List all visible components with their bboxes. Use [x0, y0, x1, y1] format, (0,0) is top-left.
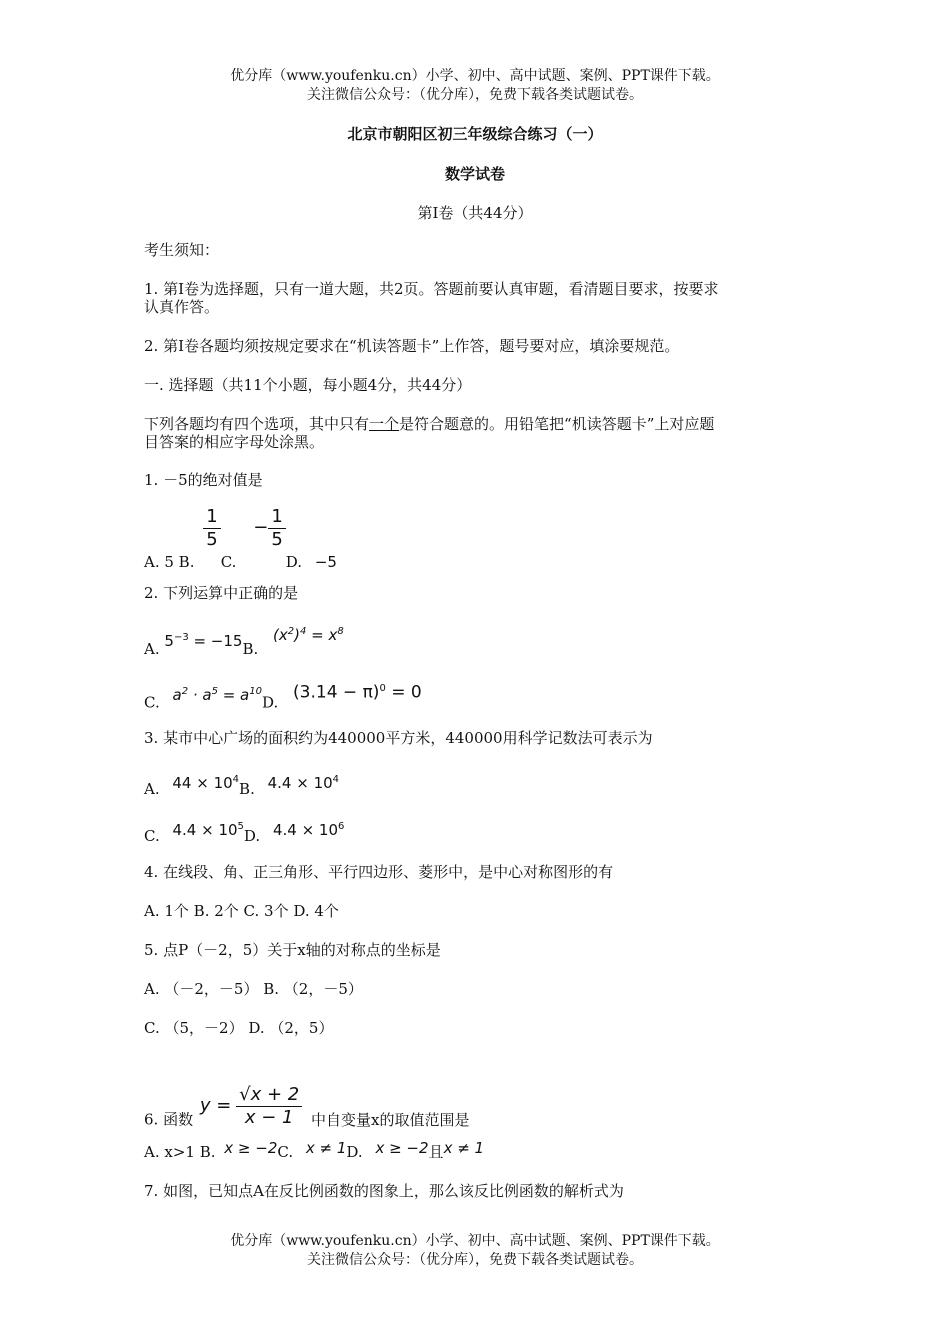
section-instructions: 下列各题均有四个选项，其中只有一个是符合题意的。用铅笔把“机读答题卡”上对应题: [144, 415, 715, 433]
q4-stem: 4. 在线段、角、正三角形、平行四边形、菱形中，是中心对称图形的有: [144, 863, 614, 881]
q1-stem: 1. －5的绝对值是: [144, 471, 263, 489]
footer-line-2: 关注微信公众号：（优分库），免费下载各类试题试卷。: [307, 1252, 643, 1268]
part-title: 第Ⅰ卷（共44分）: [417, 204, 533, 222]
q6-stem: 6. 函数 y = $\frac{√x + 2}{x - 1}$ 中自变量x的取值范围是: [144, 1084, 470, 1129]
section-heading: 一. 选择题（共11个小题，每小题4分，共44分）: [144, 376, 472, 394]
notice-item-1: 1. 第Ⅰ卷为选择题，只有一道大题，共2页。答题前要认真审题，看清题目要求，按要求: [144, 280, 719, 298]
q5-options-cd: C. （5，－2） D. （2，5）: [144, 1019, 334, 1037]
header-line-1: 优分库（www.youfenku.cn）小学、初中、高中试题、案例、PPT课件下载。: [230, 68, 720, 84]
section-instructions-cont: 目答案的相应字母处涂黑。: [144, 433, 325, 451]
q3-stem: 3. 某市中心广场的面积约为440000平方米，440000用科学记数法可表示为: [144, 729, 653, 747]
q2-options-ab: A. $5^{-3} = -15B$. $(x^2)^4 = x^8$: [144, 626, 344, 658]
notice-item-2: 2. 第Ⅰ卷各题均须按规定要求在“机读答题卡”上作答，题号要对应，填涂要规范。: [144, 337, 680, 355]
q6-fraction: $\frac{√x + 2}{x - 1}$: [236, 1084, 302, 1129]
q1-fraction-b: $\frac{1}{5}$: [203, 506, 220, 551]
doc-title: 北京市朝阳区初三年级综合练习（一）: [347, 125, 603, 143]
q2-options-cd: C. $a^2 \cdot a^5 = a^{10}D$. $(3.14 - \pi)^0 = 0$: [144, 682, 422, 712]
q4-options: A. 1个 B. 2个 C. 3个 D. 4个: [144, 902, 339, 920]
footer-line-1: 优分库（www.youfenku.cn）小学、初中、高中试题、案例、PPT课件下载。: [230, 1233, 720, 1249]
notice-item-1-cont: 认真作答。: [144, 298, 220, 316]
q1-fraction-c: $\frac{1}{5}$: [268, 506, 285, 551]
q5-stem: 5. 点P（－2，5）关于x轴的对称点的坐标是: [144, 941, 441, 959]
q1-options: A. 5 B. $\frac{1}{5}$ C. − $\frac{1}{5}$ D. −5: [144, 506, 337, 571]
doc-subtitle: 数学试卷: [444, 165, 505, 183]
q2-stem: 2. 下列运算中正确的是: [144, 584, 299, 602]
header-line-2: 关注微信公众号：（优分库），免费下载各类试题试卷。: [307, 87, 643, 103]
q3-options-cd: C. $4.4 \times 10^5D$. $4.4 \times 10^6$: [144, 821, 345, 845]
notice-heading: 考生须知：: [144, 241, 220, 259]
q7-stem: 7. 如图，已知点A在反比例函数的图象上，那么该反比例函数的解析式为: [144, 1182, 624, 1200]
q3-options-ab: A. $44 \times 10^4B$. $4.4 \times 10^4$: [144, 774, 340, 798]
q6-options: A. x>1 B. x ≥ −2C. x ≠ 1D. x ≥ −2且x ≠ 1: [144, 1139, 485, 1161]
q5-options-ab: A. （－2，－5） B. （2，－5）: [144, 980, 363, 998]
